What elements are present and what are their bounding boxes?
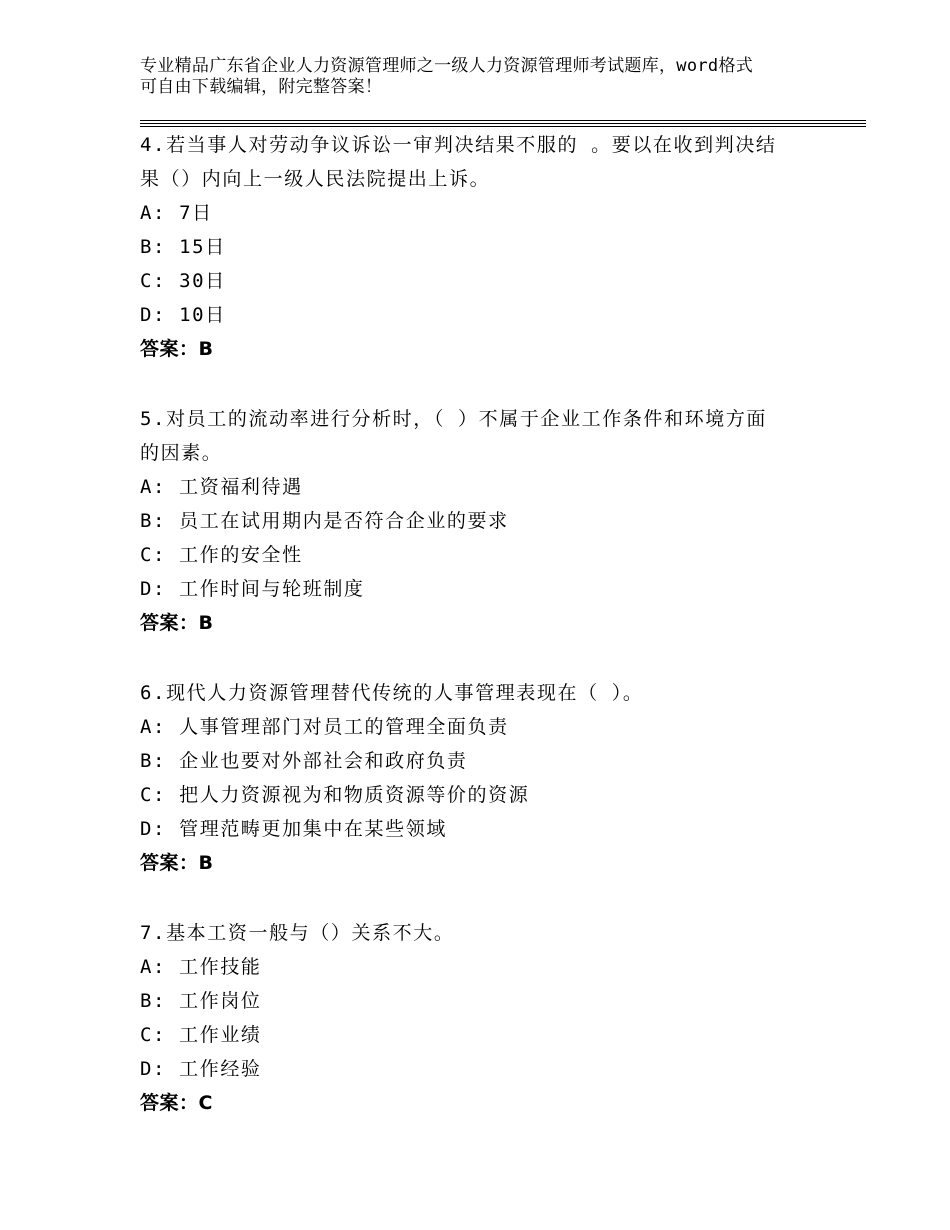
option-c: C: 30日 — [140, 270, 226, 292]
question-stem-line: 7.基本工资一般与（）关系不大。 — [140, 922, 455, 944]
option-b: B: 企业也要对外部社会和政府负责 — [140, 750, 468, 772]
question-stem-line: 的因素。 — [140, 442, 223, 464]
option-d: D: 工作经验 — [140, 1058, 262, 1080]
option-b: B: 15日 — [140, 236, 226, 258]
question-stem-line: 果（）内向上一级人民法院提出上诉。 — [140, 168, 491, 190]
question-6 — [140, 676, 840, 880]
header-line-1: 专业精品广东省企业人力资源管理师之一级人力资源管理师考试题库，word格式 — [140, 56, 754, 76]
answer-label: 答案：C — [140, 1092, 213, 1114]
header-line-2: 可自由下载编辑，附完整答案！ — [140, 77, 383, 97]
question-stem-line: 6.现代人力资源管理替代传统的人事管理表现在（ ）。 — [140, 682, 644, 704]
question-7 — [140, 916, 840, 1120]
header-rule-middle — [140, 123, 866, 124]
option-d: D: 管理范畴更加集中在某些领域 — [140, 818, 447, 840]
answer-label: 答案：B — [140, 612, 214, 634]
option-a: A: 人事管理部门对员工的管理全面负责 — [140, 716, 509, 738]
question-stem-line: 5.对员工的流动率进行分析时，（ ）不属于企业工作条件和环境方面 — [140, 408, 768, 430]
option-d: D: 工作时间与轮班制度 — [140, 578, 365, 600]
question-spacer — [140, 880, 840, 916]
header-rule-top — [140, 120, 866, 121]
option-a: A: 工作技能 — [140, 956, 262, 978]
option-a: A: 7日 — [140, 202, 213, 224]
question-spacer — [140, 366, 840, 402]
question-stem-line: 4.若当事人对劳动争议诉讼一审判决结果不服的 。要以在收到判决结 — [140, 134, 777, 156]
question-list — [140, 128, 840, 1120]
option-c: C: 把人力资源视为和物质资源等价的资源 — [140, 784, 530, 806]
answer-label: 答案：B — [140, 852, 214, 874]
header-rule-bottom — [140, 126, 866, 127]
option-c: C: 工作业绩 — [140, 1024, 262, 1046]
option-d: D: 10日 — [140, 304, 226, 326]
option-a: A: 工资福利待遇 — [140, 476, 303, 498]
question-4 — [140, 128, 840, 366]
option-b: B: 工作岗位 — [140, 990, 262, 1012]
question-5 — [140, 402, 840, 640]
question-spacer — [140, 640, 840, 676]
option-b: B: 员工在试用期内是否符合企业的要求 — [140, 510, 509, 532]
answer-label: 答案：B — [140, 338, 214, 360]
page-header — [140, 56, 820, 98]
option-c: C: 工作的安全性 — [140, 544, 303, 566]
